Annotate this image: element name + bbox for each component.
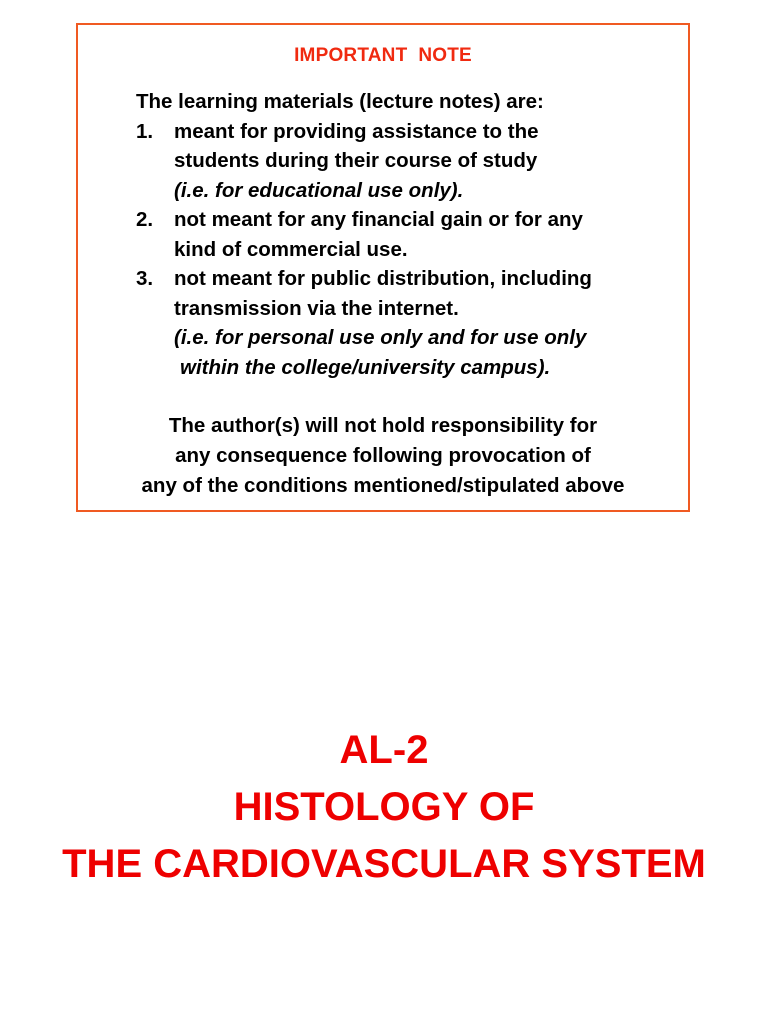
list-item-number: 2.: [136, 208, 154, 231]
list-item-italic-line: (i.e. for personal use only and for use only: [174, 326, 587, 349]
list-item: [136, 264, 676, 382]
list-item-italic-line: within the college/university campus).: [180, 355, 551, 379]
note-intro: The learning materials (lecture notes) are:: [136, 90, 544, 113]
note-body: [136, 87, 676, 382]
list-item-number: 3.: [136, 267, 154, 290]
note-title: IMPORTANT NOTE: [294, 45, 472, 66]
disclaimer-line: The author(s) will not hold responsibility for: [168, 414, 598, 437]
title-code: AL-2: [339, 728, 429, 772]
list-item-line: not meant for any financial gain or for any: [174, 208, 583, 231]
list-item-line: transmission via the internet.: [174, 296, 459, 320]
list-item-number: 1.: [136, 119, 154, 143]
title-line-1: HISTOLOGY OF: [233, 785, 535, 829]
document-title: [0, 722, 768, 893]
disclaimer: [78, 411, 688, 501]
list-item: [136, 205, 676, 264]
list-item: [136, 117, 676, 206]
list-item-line: meant for providing assistance to the: [174, 119, 539, 143]
list-item-line: kind of commercial use.: [174, 237, 408, 261]
title-line-2: THE CARDIOVASCULAR SYSTEM: [62, 842, 706, 886]
list-item-line: students during their course of study: [174, 149, 538, 172]
disclaimer-line: any of the conditions mentioned/stipulated above: [141, 474, 625, 497]
list-item-line: not meant for public distribution, including: [174, 267, 592, 290]
list-item-italic-line: (i.e. for educational use only).: [174, 178, 464, 202]
note-list: [136, 117, 676, 383]
disclaimer-line: any consequence following provocation of: [175, 444, 591, 467]
important-note-box: [76, 23, 690, 512]
